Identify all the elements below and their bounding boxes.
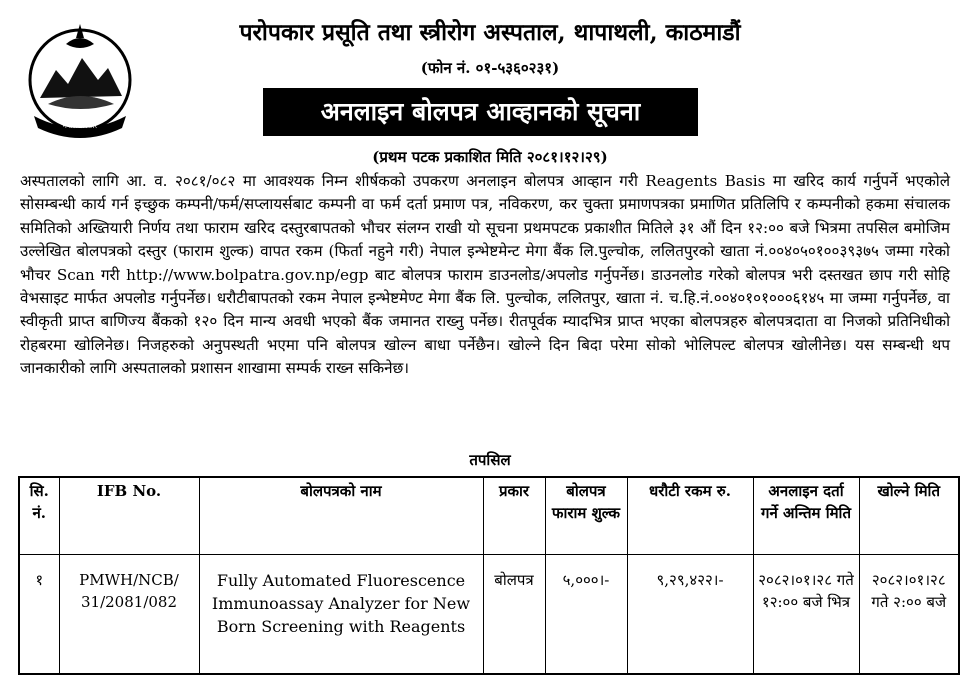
col-ifb-no: IFB No. <box>59 477 199 555</box>
col-sn: सि. नं. <box>19 477 59 555</box>
table-row <box>19 555 959 675</box>
col-tender-name: बोलपत्रको नाम <box>199 477 483 555</box>
cell-form-fee: ५,०००।- <box>545 555 627 675</box>
tender-table <box>18 476 960 675</box>
table-header-row <box>19 477 959 555</box>
col-opening-date: खोल्ने मिति <box>859 477 959 555</box>
nepal-emblem-logo <box>26 18 134 144</box>
cell-sn: १ <box>19 555 59 675</box>
emblem-label: नेपाल सरकार <box>62 122 98 130</box>
notice-banner-title: अनलाइन बोलपत्र आव्हानको सूचना <box>263 88 698 136</box>
col-type: प्रकार <box>483 477 545 555</box>
cell-ifb-no: PMWH/NCB/ 31/2081/082 <box>59 555 199 675</box>
col-form-fee: बोलपत्र फाराम शुल्क <box>545 477 627 555</box>
col-last-date: अनलाइन दर्ता गर्ने अन्तिम मिति <box>753 477 859 555</box>
cell-type: बोलपत्र <box>483 555 545 675</box>
table-heading: तपसिल <box>469 451 511 469</box>
col-security: धरौटी रकम रु. <box>627 477 753 555</box>
cell-last-date: २०८२।०१।२८ गते १२:०० बजे भित्र <box>753 555 859 675</box>
phone-number: (फोन नं. ०१-५३६०२३१) <box>420 59 560 77</box>
cell-security: ९,२९,४२२।- <box>627 555 753 675</box>
published-date: (प्रथम पटक प्रकाशित मिति २०८१।१२।२९) <box>372 148 608 166</box>
cell-opening-date: २०८२।०१।२८ गते २:०० बजे <box>859 555 959 675</box>
cell-tender-name: Fully Automated Fluorescence Immunoassay Analyzer for New Born Screening with Reagents <box>199 555 483 675</box>
notice-body: अस्पतालको लागि आ. व. २०८१/०८२ मा आवश्यक निम्न शीर्षकको उपकरण अनलाइन बोलपत्र आव्हान गरी Reagents Basis मा खरिद कार्य गर्नुपर्ने भएकोले सोसम्बन्धी कार्य गर्न इच्छुक कम्पनी/फर्म/सप्लायर्सबाट कम्पनी वा फर्म दर्ता प्रमाण पत्र, नविकरण, कर चुक्ता प्रमाणपत्रका प्रमाणित प्रतिलिपि र कम्पनीको हकमा संचालक समितिको अख्तियारी निर्णय तथा फाराम खरिद दस्तुरबापतको भौचर संलग्न राखी यो सूचना प्रथमपटक प्रकाशीत मितिले ३१ औं दिन १२:०० बजे भित्रमा तपसिल बमोजिम उल्लेखित बोलपत्रको दस्तुर (फाराम शुल्क) वापत रकम (फिर्ता नहुने गरी) नेपाल इन्भेष्टमेन्ट मेगा बैंक लि.पुल्चोक, ललितपुरको खाता नं.००४०५०१००३९३७५ जम्मा गरेको भौचर Scan गरी http://www.bolpatra.gov.np/egp बाट बोलपत्र फाराम डाउनलोड/अपलोड गर्नुपर्नेछ। डाउनलोड गरेको बोलपत्र भरी दस्तखत छाप गरी सोहि वेभसाइट मार्फत अपलोड गर्नुपर्नेछ। धरौटीबापतको रकम नेपाल इन्भेष्टमेण्ट मेगा बैंक लि. पुल्चोक, ललितपुर, खाता नं. च.हि.नं.००४०१०१०००६१४५ मा जम्मा गर्नुपर्नेछ, वा स्वीकृती प्राप्त बाणिज्य बैंकको १२० दिन मान्य अवधी भएको बैंक जमानत राख्नु पर्नेछ। रीतपूर्वक म्यादभित्र प्राप्त भएका बोलपत्रहरु बोलपत्रदाता वा निजको प्रतिनिधीको रोहबरमा खोलिनेछ। निजहरुको अनुपस्थती भएमा पनि बोलपत्र खोल्न बाधा पर्नेछैन। खोल्ने दिन बिदा परेमा सोको भोलिपल्ट बोलपत्र खोलीनेछ। यस सम्बन्धी थप जानकारीको लागि अस्पतालको प्रशासन शाखामा सम्पर्क राख्न सकिनेछ। <box>20 172 950 378</box>
hospital-title: परोपकार प्रसूति तथा स्त्रीरोग अस्पताल, थापाथली, काठमाडौं <box>239 19 741 46</box>
